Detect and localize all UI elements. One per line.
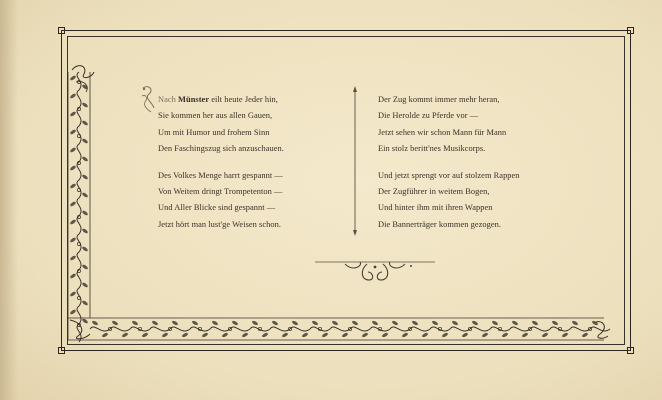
leaf-icon bbox=[261, 332, 268, 338]
poem-line: Sie kommen her aus allen Gauen, bbox=[158, 111, 273, 121]
leaf-icon bbox=[431, 320, 438, 326]
leaf-icon bbox=[471, 320, 478, 326]
leaf-icon bbox=[131, 320, 138, 326]
leaf-icon bbox=[491, 320, 498, 326]
leaf-icon bbox=[121, 332, 128, 338]
leaf-icon bbox=[441, 332, 448, 338]
poem-line: Des Volkes Menge harrt gespannt — bbox=[158, 170, 283, 180]
drop-cap-word: Nach bbox=[158, 95, 176, 104]
leaf-icon bbox=[371, 320, 378, 326]
leaf-icon bbox=[321, 332, 328, 338]
poem-line: Den Faschingszug sich anzuschauen. bbox=[158, 144, 284, 154]
leaf-icon bbox=[181, 332, 188, 338]
leaf-icon bbox=[231, 320, 238, 326]
leaf-icon bbox=[581, 332, 588, 338]
poem-line: Und jetzt sprengt vor auf stolzem Rappen bbox=[378, 170, 520, 180]
leaf-icon bbox=[141, 332, 148, 338]
leaf-icon bbox=[421, 332, 428, 338]
leaf-icon bbox=[221, 332, 228, 338]
poem-line: Jetzt hört man lust'ge Weisen schon. bbox=[158, 219, 281, 229]
vine-corner-knot bbox=[70, 320, 90, 339]
leaf-icon bbox=[331, 320, 338, 326]
poem-line: Um mit Humor und frohem Sinn bbox=[158, 127, 270, 137]
leaf-icon bbox=[411, 320, 418, 326]
leaf-icon bbox=[451, 320, 458, 326]
leaf-icon bbox=[381, 332, 388, 338]
leaf-icon bbox=[391, 320, 398, 326]
poem-line: Die Herolde zu Pferde vor — bbox=[378, 111, 479, 121]
leaf-icon bbox=[551, 320, 558, 326]
leaf-icon bbox=[101, 332, 108, 338]
leaf-icon bbox=[361, 332, 368, 338]
leaf-icon bbox=[281, 332, 288, 338]
leaf-icon bbox=[501, 332, 508, 338]
poem-line: Von Weitem dringt Trompetenton — bbox=[158, 186, 283, 196]
leaf-icon bbox=[481, 332, 488, 338]
poem-line: Und hinter ihm mit ihren Wappen bbox=[378, 203, 493, 213]
leaf-icon bbox=[561, 332, 568, 338]
leaf-icon bbox=[311, 320, 318, 326]
leaf-icon bbox=[151, 320, 158, 326]
leaf-icon bbox=[291, 320, 298, 326]
leaf-icon bbox=[541, 332, 548, 338]
leaf-icon bbox=[161, 332, 168, 338]
leaf-icon bbox=[521, 332, 528, 338]
leaf-icon bbox=[531, 320, 538, 326]
place-name: Münster bbox=[178, 95, 210, 104]
leaf-icon bbox=[401, 332, 408, 338]
poem-line: Der Zugführer in weitem Bogen, bbox=[378, 186, 490, 196]
leaf-icon bbox=[111, 320, 118, 326]
poem-line-text: eilt heute Jeder hin, bbox=[211, 95, 278, 104]
leaf-icon bbox=[271, 320, 278, 326]
leaf-icon bbox=[511, 320, 518, 326]
poem-line: Und Aller Blicke sind gespannt — bbox=[158, 203, 276, 213]
poem-line: Die Bannerträger kommen gezogen. bbox=[378, 219, 501, 229]
leaf-icon bbox=[91, 320, 98, 326]
leaf-icon bbox=[191, 320, 198, 326]
poem-line: Der Zug kommt immer mehr heran, bbox=[378, 95, 500, 104]
leaf-icon bbox=[171, 320, 178, 326]
leaf-icon bbox=[201, 332, 208, 338]
leaf-icon bbox=[301, 332, 308, 338]
leaf-icon bbox=[341, 332, 348, 338]
poem-line: Jetzt sehen wir schon Mann für Mann bbox=[378, 127, 507, 137]
leaf-icon bbox=[461, 332, 468, 338]
leaf-icon bbox=[591, 320, 598, 326]
leaf-icon bbox=[241, 332, 248, 338]
leaf-icon bbox=[251, 320, 258, 326]
leaf-icon bbox=[351, 320, 358, 326]
leaf-icon bbox=[571, 320, 578, 326]
poem-line: Ein stolz beritt'nes Musikcorps. bbox=[378, 144, 486, 154]
leaf-icon bbox=[211, 320, 218, 326]
